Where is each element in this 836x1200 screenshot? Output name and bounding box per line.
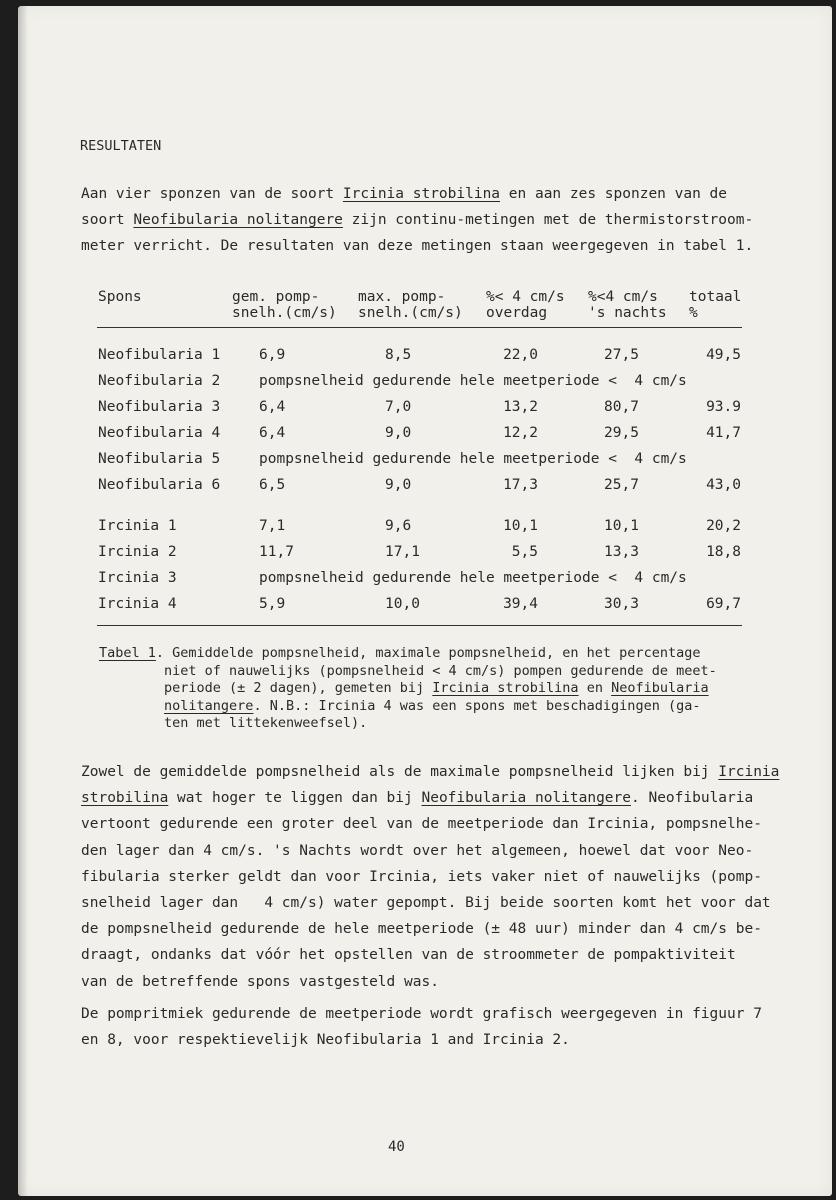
body1-line-4: den lager dan 4 cm/s. 's Nachts wordt over het algemeen, hoewel dat voor Neo-: [81, 842, 754, 859]
row-totaal: 69,7: [706, 596, 741, 612]
header-gem-2: snelh.(cm/s): [232, 305, 337, 321]
row-note: pompsnelheid gedurende hele meetperiode < 4 cm/s: [259, 373, 687, 389]
row-max: 8,5: [385, 347, 412, 363]
row-totaal: 43,0: [706, 477, 741, 493]
row-overdag: 22,0: [503, 347, 538, 363]
body-paragraph-1: [81, 759, 779, 995]
body1-line-1: Zowel de gemiddelde pompsnelheid als de maximale pompsnelheid lijken bij Ircinia: [81, 764, 780, 780]
body1-line-9: van de betreffende spons vastgesteld was.: [81, 973, 439, 990]
row-gem: 11,7: [259, 544, 294, 560]
caption-line-4: nolitangere. N.B.: Ircinia 4 was een spons met beschadigingen (ga-: [164, 697, 701, 714]
row-name: Neofibularia 3: [98, 399, 221, 415]
caption-line-1: Tabel 1. Gemiddelde pompsnelheid, maximale pompsnelheid, en het percentage: [99, 645, 701, 661]
intro-line-3: meter verricht. De resultaten van deze metingen staan weergegeven in tabel 1.: [81, 238, 754, 254]
body1-line-5: fibularia sterker geldt dan voor Ircinia, iets vaker niet of nauwelijks (pomp-: [81, 868, 762, 885]
row-name: Neofibularia 6: [98, 477, 221, 493]
row-overdag: 17,3: [503, 477, 538, 493]
row-max: 9,0: [385, 477, 412, 493]
row-totaal: 41,7: [706, 425, 741, 441]
row-max: 9,0: [385, 425, 412, 441]
page-number: 40: [388, 1139, 405, 1155]
body1-line-8: draagt, ondanks dat vóór het opstellen van de stroommeter de pompaktiviteit: [81, 947, 736, 964]
body1-line-3: vertoont gedurende een groter deel van de meetperiode dan Ircinia, pompsnelhe-: [81, 816, 762, 833]
row-totaal: 93.9: [706, 399, 741, 415]
header-max-2: snelh.(cm/s): [358, 305, 463, 321]
row-name: Neofibularia 1: [98, 347, 221, 363]
row-gem: 6,9: [259, 347, 286, 363]
row-gem: 6,5: [259, 477, 286, 493]
header-nachts-2: 's nachts: [588, 305, 667, 321]
section-title: RESULTATEN: [80, 138, 162, 154]
row-name: Ircinia 1: [98, 518, 177, 534]
intro-line-1: Aan vier sponzen van de soort Ircinia strobilina en aan zes sponzen van de: [81, 186, 728, 202]
intro-line-2: soort Neofibularia nolitangere zijn continu-metingen met de thermistorstroom-: [81, 212, 754, 228]
caption-line-2: niet of nauwelijks (pompsnelheid < 4 cm/s) pompen gedurende de meet-: [164, 662, 717, 679]
header-totaal-1: totaal: [689, 289, 742, 305]
row-nachts: 13,3: [604, 544, 639, 560]
body2-line-2: en 8, voor respektievelijk Neofibularia 1 and Ircinia 2.: [81, 1032, 570, 1048]
row-nachts: 80,7: [604, 399, 639, 415]
header-spons: Spons: [98, 289, 142, 305]
row-gem: 6,4: [259, 425, 286, 441]
row-name: Neofibularia 4: [98, 425, 221, 441]
row-max: 10,0: [385, 596, 420, 612]
row-name: Neofibularia 2: [98, 373, 221, 389]
row-name: Ircinia 3: [98, 570, 177, 586]
table-top-rule: [97, 327, 742, 328]
caption-line-5: ten met littekenweefsel).: [164, 715, 368, 731]
header-max-1: max. pomp-: [358, 289, 446, 305]
row-note: pompsnelheid gedurende hele meetperiode < 4 cm/s: [259, 451, 687, 467]
body-paragraph-2: [81, 1001, 762, 1053]
row-overdag: 13,2: [503, 399, 538, 415]
row-name: Ircinia 2: [98, 544, 177, 560]
body1-line-6: snelheid lager dan 4 cm/s) water gepompt. Bij beide soorten komt het voor dat: [81, 895, 771, 912]
row-name: Ircinia 4: [98, 596, 177, 612]
intro-paragraph: [81, 181, 753, 259]
header-overdag-1: %< 4 cm/s: [486, 289, 565, 305]
row-nachts: 30,3: [604, 596, 639, 612]
row-max: 7,0: [385, 399, 412, 415]
row-max: 9,6: [385, 518, 412, 534]
table-bottom-rule: [97, 625, 742, 626]
row-gem: 6,4: [259, 399, 286, 415]
row-overdag: 39,4: [503, 596, 538, 612]
header-overdag-2: overdag: [486, 305, 548, 321]
row-note: pompsnelheid gedurende hele meetperiode < 4 cm/s: [259, 570, 687, 586]
row-nachts: 29,5: [604, 425, 639, 441]
header-totaal-2: %: [689, 305, 698, 321]
row-max: 17,1: [385, 544, 420, 560]
row-gem: 5,9: [259, 596, 286, 612]
row-nachts: 25,7: [604, 477, 639, 493]
header-nachts-1: %<4 cm/s: [588, 289, 658, 305]
body1-line-7: de pompsnelheid gedurende de hele meetperiode (± 48 uur) minder dan 4 cm/s be-: [81, 921, 762, 938]
row-totaal: 49,5: [706, 347, 741, 363]
body2-line-1: De pompritmiek gedurende de meetperiode wordt grafisch weergegeven in figuur 7: [81, 1006, 762, 1022]
row-nachts: 10,1: [604, 518, 639, 534]
table-caption: [99, 645, 717, 733]
row-totaal: 18,8: [706, 544, 741, 560]
header-gem-1: gem. pomp-: [232, 289, 320, 305]
row-overdag: 10,1: [503, 518, 538, 534]
row-overdag: 5,5: [511, 544, 538, 560]
row-nachts: 27,5: [604, 347, 639, 363]
row-gem: 7,1: [259, 518, 286, 534]
caption-line-3: periode (± 2 dagen), gemeten bij Ircinia strobilina en Neofibularia: [164, 680, 709, 696]
row-name: Neofibularia 5: [98, 451, 221, 467]
body1-line-2: strobilina wat hoger te liggen dan bij Neofibularia nolitangere. Neofibularia: [81, 790, 754, 807]
row-totaal: 20,2: [706, 518, 741, 534]
row-overdag: 12,2: [503, 425, 538, 441]
